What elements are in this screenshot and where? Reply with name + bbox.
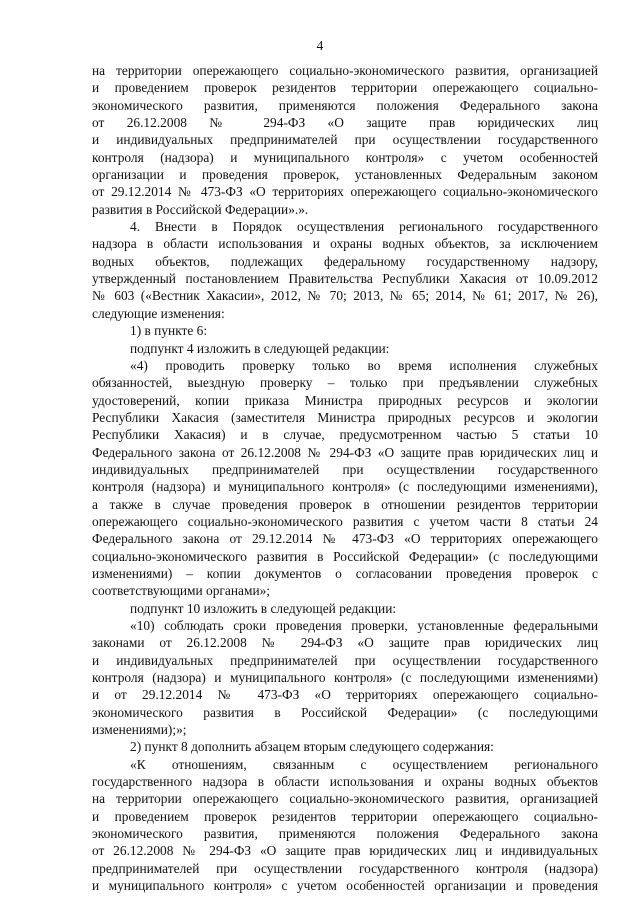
text-line: 4. Внести в Порядок осуществления регионального государственного	[130, 219, 598, 235]
text-line: и проведением проверок резидентов территории опережающего социально-	[92, 80, 598, 96]
text-line: подпункт 4 изложить в следующей редакции:	[130, 340, 390, 356]
text-line: следующие изменения:	[92, 305, 225, 321]
text-line: экономического развития, применяются положения Федерального закона	[92, 97, 598, 113]
text-line: удостоверений, копии приказа Министра природных ресурсов и экологии	[92, 392, 598, 408]
text-line: и индивидуальных предпринимателей при осуществлении государственного	[92, 132, 598, 148]
text-line: обязанностей, выездную проверку – только при предъявлении служебных	[92, 375, 598, 391]
text-line: индивидуальных предпринимателей при осуществлении государственного	[92, 461, 598, 477]
document-body	[92, 62, 598, 895]
text-line: подпункт 10 изложить в следующей редакции:	[130, 600, 397, 616]
text-line: «10) соблюдать сроки проведения проверки, установленные федеральными	[130, 618, 598, 633]
text-line: и от 29.12.2014 № 473-ФЗ «О территориях опережающего социально-	[92, 687, 598, 703]
text-line: и индивидуальных предпринимателей при осуществлении государственного	[92, 652, 598, 668]
text-line: от 26.12.2008 № 294-ФЗ «О защите прав юридических лиц и индивидуальных	[92, 843, 598, 859]
text-line: Федерального закона от 26.12.2008 № 294-ФЗ «О защите прав юридических лиц и	[92, 444, 598, 460]
text-line: контроля (надзора) и муниципального контроля» с учетом особенностей	[92, 149, 598, 165]
text-line: организации и проведения проверок, установленных Федеральным законом	[92, 167, 598, 183]
text-line: предпринимателей при осуществлении государственного контроля (надзора)	[92, 860, 598, 876]
text-line: водных объектов, подлежащих федеральному государственному надзору,	[92, 253, 598, 269]
text-line: соответствующими органами»;	[92, 583, 271, 599]
text-line: законами от 26.12.2008 № 294-ФЗ «О защите прав юридических лиц	[92, 635, 598, 651]
text-line: экономического развития в Российской Федерации» (с последующими	[92, 704, 598, 720]
text-line: от 29.12.2014 № 473-ФЗ «О территориях опережающего социально-экономического	[92, 184, 598, 200]
text-line: на территории опережающего социально-экономического развития, организацией	[92, 63, 598, 78]
text-line: 2) пункт 8 дополнить абзацем вторым следующего содержания:	[130, 739, 494, 755]
text-line: государственного надзора в области использования и охраны водных объектов	[92, 774, 598, 790]
text-line: от 26.12.2008 № 294-ФЗ «О защите прав юридических лиц	[92, 115, 598, 131]
text-line: «4) проводить проверку только во время исполнения служебных	[130, 357, 598, 373]
text-line: Республики Хакасия (заместителя Министра природных ресурсов и экологии	[92, 409, 598, 425]
text-line: изменениями);»;	[92, 722, 187, 738]
text-line: и проведением проверок резидентов территории опережающего социально-	[92, 808, 598, 824]
text-line: Республики Хакасия) и в случае, предусмотренном частью 5 статьи 10	[92, 427, 598, 443]
text-line: на территории опережающего социально-экономического развития, организацией	[92, 791, 598, 807]
text-line: контроля (надзора) и муниципального контроля» (с последующими изменениями)	[92, 670, 598, 686]
text-line: контроля (надзора) и муниципального контроля» (с последующими изменениями),	[92, 479, 598, 495]
text-line: № 603 («Вестник Хакасии», 2012, № 70; 2013, № 65; 2014, № 61; 2017, № 26),	[92, 288, 598, 304]
text-line: социально-экономического развития в Российской Федерации» (с последующими	[92, 548, 598, 564]
text-line: «К отношениям, связанным с осуществлением регионального	[130, 756, 598, 772]
text-line: развития в Российской Федерации».».	[92, 201, 309, 217]
text-line: опережающего социально-экономического развития с учетом части 8 статьи 24	[92, 513, 598, 529]
text-line: Федерального закона от 29.12.2014 № 473-ФЗ «О территориях опережающего	[92, 531, 598, 547]
text-line: и муниципального контроля» с учетом особенностей организации и проведения	[92, 878, 598, 894]
text-line: изменениями) – копии документов о согласовании проведения проверок с	[92, 565, 598, 581]
text-line: надзора в области использования и охраны водных объектов, за исключением	[92, 236, 598, 252]
text-line: экономического развития, применяются положения Федерального закона	[92, 826, 598, 842]
page-number: 4	[316, 38, 324, 53]
text-line: а также в случае проведения проверок в отношении резидентов территории	[92, 496, 598, 512]
text-line: 1) в пункте 6:	[130, 323, 208, 339]
text-line: утвержденный постановлением Правительства Республики Хакасия от 10.09.2012	[92, 271, 598, 287]
